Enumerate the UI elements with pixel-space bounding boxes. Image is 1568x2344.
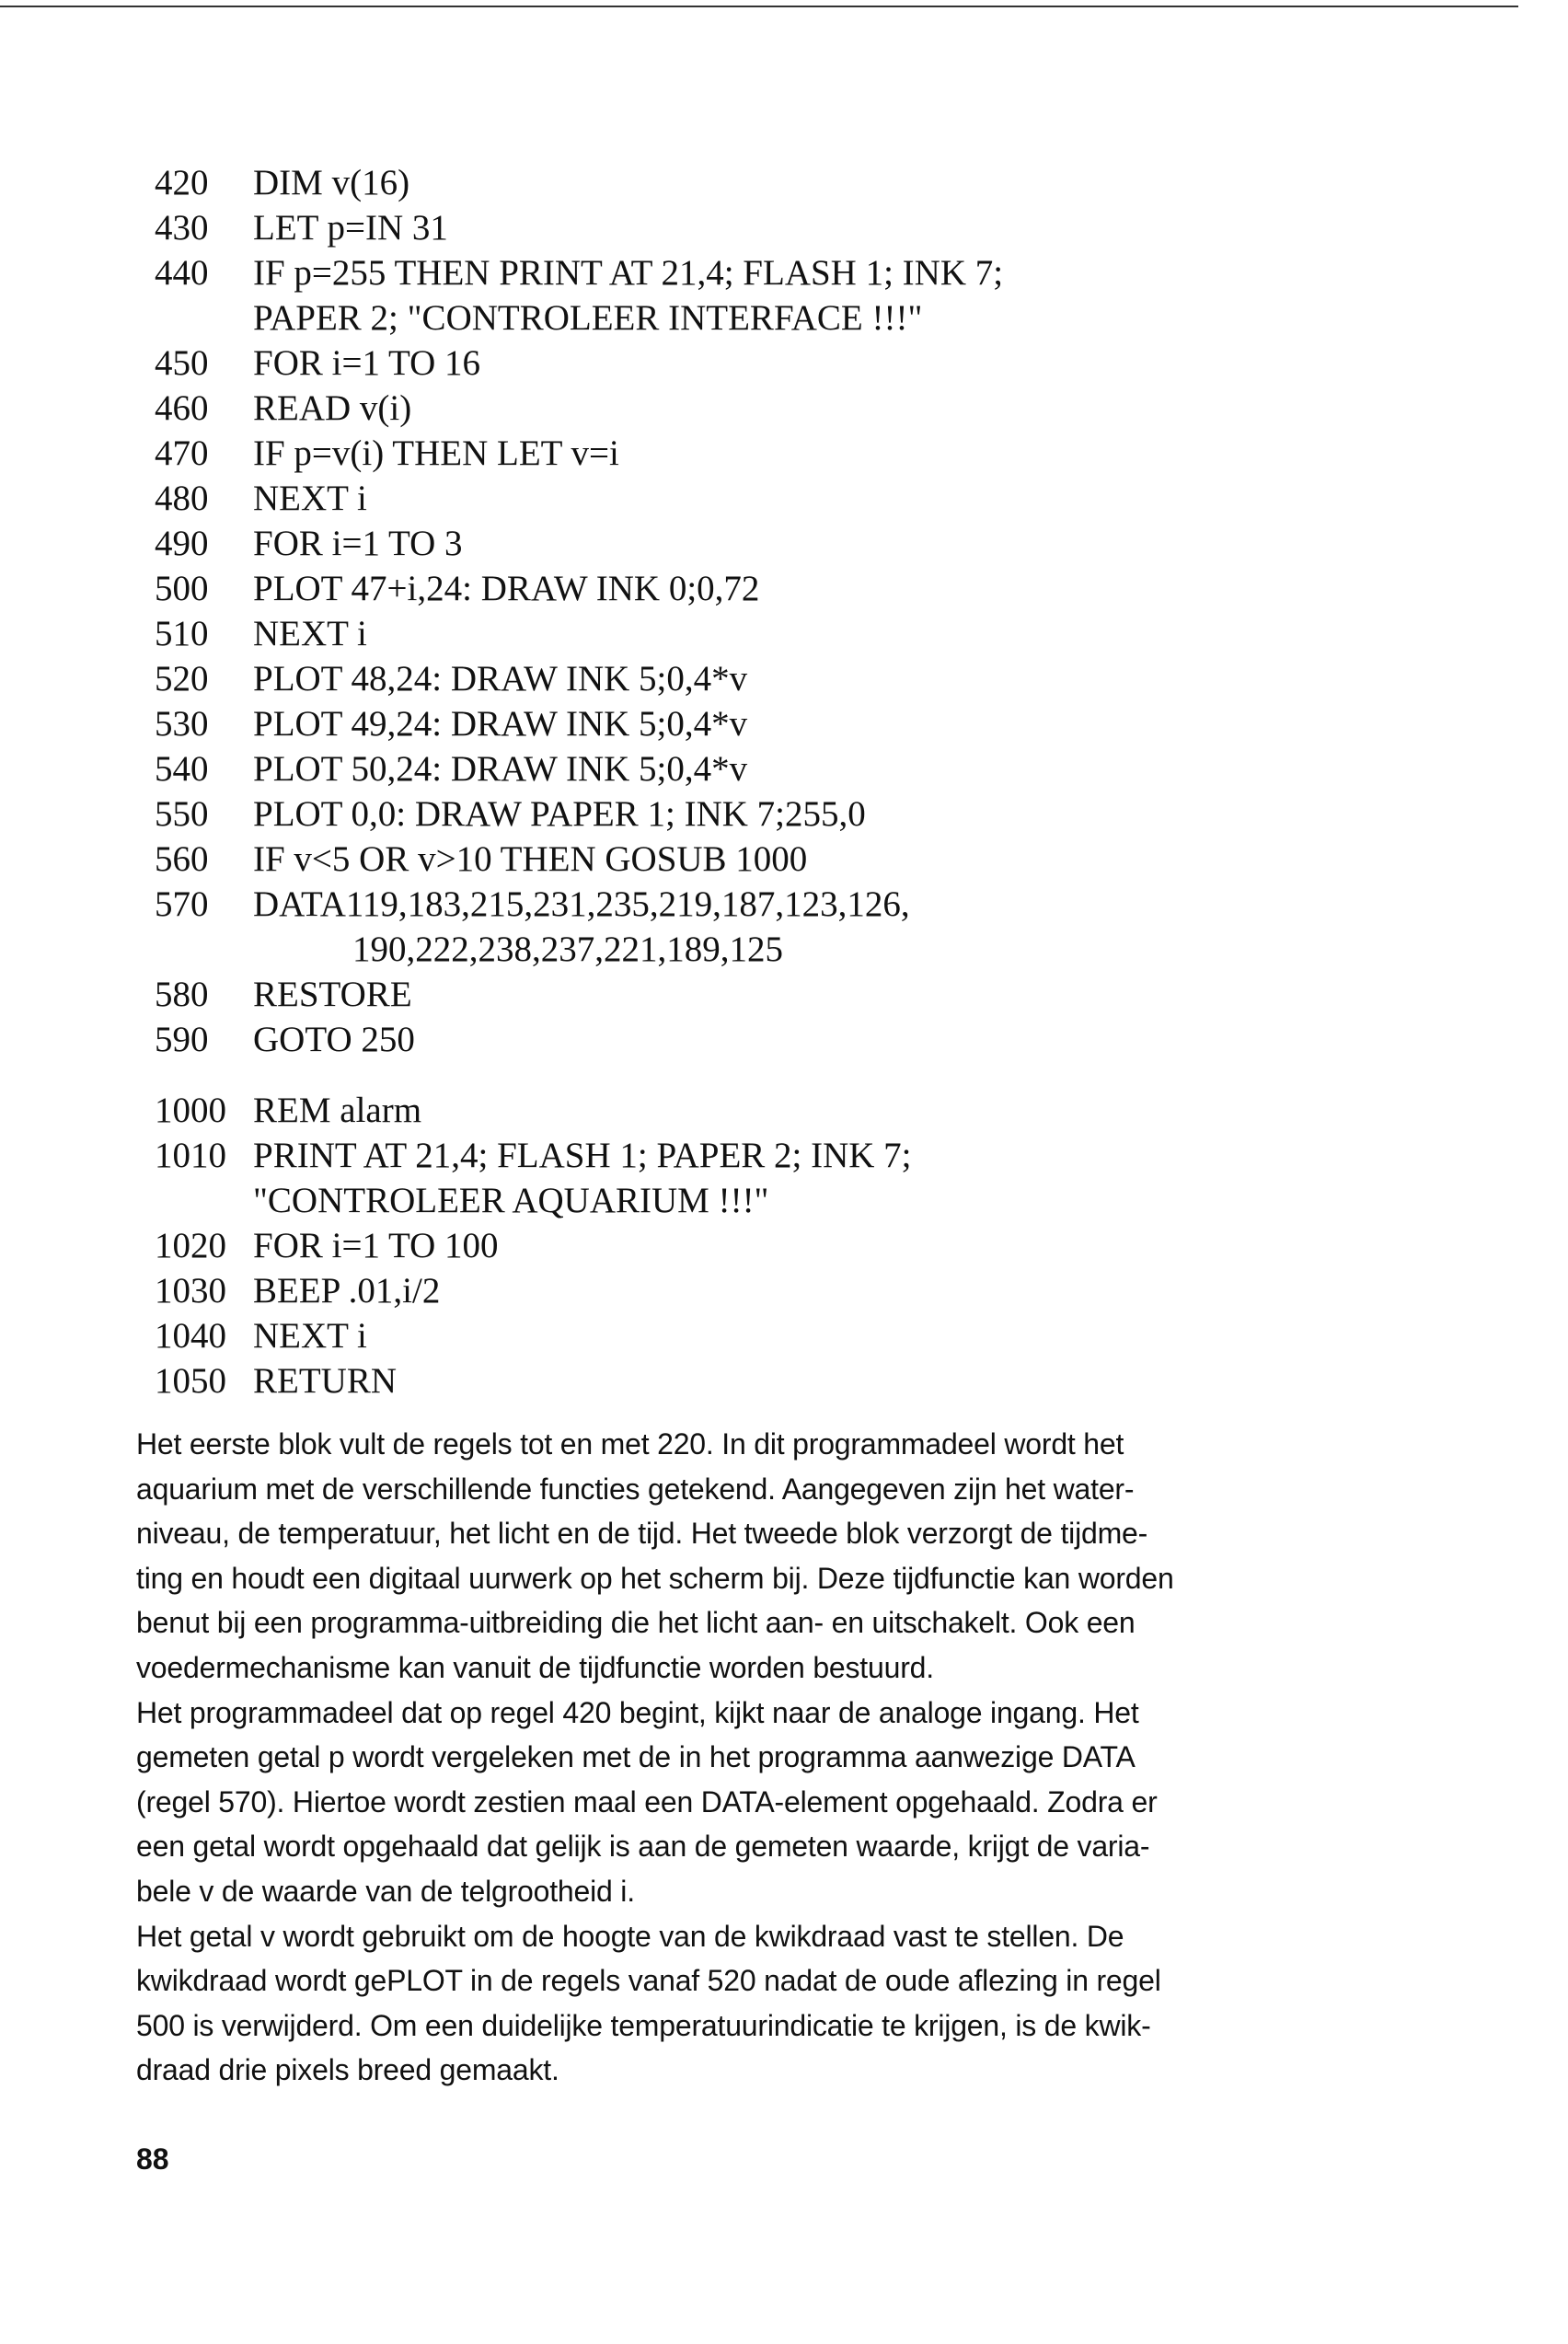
line-number: 550 xyxy=(155,794,209,834)
text-line: Het getal v wordt gebruikt om de hoogte van de kwikdraad vast te stellen. De xyxy=(136,1919,1124,1953)
statement: REM alarm xyxy=(253,1091,422,1130)
code-continuation-line xyxy=(155,1178,1397,1223)
line-number: 460 xyxy=(155,388,209,428)
code-line xyxy=(155,250,1397,295)
listing-gap xyxy=(155,1062,1397,1088)
line-number: 480 xyxy=(155,479,209,518)
line-number: 450 xyxy=(155,343,209,383)
text-line: benut bij een programma-uitbreiding die het licht aan- en uitschakelt. Ook een xyxy=(136,1606,1136,1640)
text-line: kwikdraad wordt gePLOT in de regels vanaf 520 nadat de oude aflezing in regel xyxy=(136,1964,1161,1998)
line-number: 570 xyxy=(155,884,209,924)
statement: READ v(i) xyxy=(253,388,412,428)
listing-block-alarm xyxy=(155,1088,1397,1403)
code-line xyxy=(155,1133,1397,1178)
line-number: 590 xyxy=(155,1020,209,1059)
statement: IF p=255 THEN PRINT AT 21,4; FLASH 1; INK 7; xyxy=(253,253,1004,293)
line-number xyxy=(155,295,253,341)
line-number: 520 xyxy=(155,659,209,699)
code-line xyxy=(155,386,1397,431)
text-line: draad drie pixels breed gemaakt. xyxy=(136,2053,559,2087)
statement: LET p=IN 31 xyxy=(253,208,448,248)
statement: NEXT i xyxy=(253,614,367,653)
statement: "CONTROLEER AQUARIUM !!!" xyxy=(253,1181,769,1220)
statement: PLOT 47+i,24: DRAW INK 0;0,72 xyxy=(253,569,760,608)
line-number: 1020 xyxy=(155,1226,226,1265)
statement: 190,222,238,237,221,189,125 xyxy=(352,930,783,969)
line-number: 540 xyxy=(155,749,209,789)
statement: DATA119,183,215,231,235,219,187,123,126, xyxy=(253,884,910,924)
code-line xyxy=(155,882,1397,927)
statement: PRINT AT 21,4; FLASH 1; PAPER 2; INK 7; xyxy=(253,1136,912,1175)
line-number: 530 xyxy=(155,704,209,744)
text-line: ting en houdt een digitaal uurwerk op het scherm bij. Deze tijdfunctie kan worden xyxy=(136,1561,1174,1595)
line-number: 1040 xyxy=(155,1316,226,1356)
code-line xyxy=(155,1223,1397,1268)
code-line xyxy=(155,521,1397,566)
basic-program-listing xyxy=(155,160,1397,1403)
statement: PAPER 2; "CONTROLEER INTERFACE !!!" xyxy=(253,298,923,338)
line-number: 500 xyxy=(155,569,209,608)
line-number: 440 xyxy=(155,253,209,293)
line-number: 1010 xyxy=(155,1136,226,1175)
code-line xyxy=(155,656,1397,701)
statement: RESTORE xyxy=(253,975,412,1014)
statement: NEXT i xyxy=(253,1316,367,1356)
statement: PLOT 49,24: DRAW INK 5;0,4*v xyxy=(253,704,748,744)
code-continuation-line xyxy=(155,927,1397,972)
text-line: (regel 570). Hiertoe wordt zestien maal een DATA-element opgehaald. Zodra er xyxy=(136,1784,1158,1819)
code-line xyxy=(155,431,1397,476)
code-line xyxy=(155,972,1397,1017)
statement: FOR i=1 TO 100 xyxy=(253,1226,499,1265)
page-number: 88 xyxy=(136,2142,169,2176)
statement: BEEP .01,i/2 xyxy=(253,1271,441,1311)
statement: GOTO 250 xyxy=(253,1020,415,1059)
line-number: 580 xyxy=(155,975,209,1014)
statement: PLOT 50,24: DRAW INK 5;0,4*v xyxy=(253,749,748,789)
code-line xyxy=(155,1358,1397,1403)
line-number: 510 xyxy=(155,614,209,653)
code-continuation-line xyxy=(155,295,1397,341)
code-line xyxy=(155,746,1397,791)
statement: FOR i=1 TO 16 xyxy=(253,343,481,383)
text-line: 500 is verwijderd. Om een duidelijke temperatuurindicatie te krijgen, is de kwik- xyxy=(136,2008,1151,2042)
text-line: niveau, de temperatuur, het licht en de tijd. Het tweede blok verzorgt de tijdme- xyxy=(136,1517,1148,1551)
code-line xyxy=(155,1017,1397,1062)
text-line: gemeten getal p wordt vergeleken met de in het programma aanwezige DATA xyxy=(136,1740,1136,1774)
line-number: 490 xyxy=(155,524,209,563)
code-line xyxy=(155,160,1397,205)
code-line xyxy=(155,611,1397,656)
statement: IF v<5 OR v>10 THEN GOSUB 1000 xyxy=(253,839,808,879)
code-line xyxy=(155,1313,1397,1358)
code-line xyxy=(155,341,1397,386)
text-line: een getal wordt opgehaald dat gelijk is aan de gemeten waarde, krijgt de varia- xyxy=(136,1830,1150,1864)
statement: PLOT 0,0: DRAW PAPER 1; INK 7;255,0 xyxy=(253,794,866,834)
statement: RETURN xyxy=(253,1361,397,1401)
line-number: 470 xyxy=(155,433,209,473)
statement: FOR i=1 TO 3 xyxy=(253,524,463,563)
line-number: 1030 xyxy=(155,1271,226,1311)
explanation-text xyxy=(136,1422,1406,2093)
text-line: bele v de waarde van de telgrootheid i. xyxy=(136,1874,635,1908)
statement: DIM v(16) xyxy=(253,163,410,202)
line-number: 1050 xyxy=(155,1361,226,1401)
code-line xyxy=(155,837,1397,882)
line-number: 430 xyxy=(155,208,209,248)
line-number: 560 xyxy=(155,839,209,879)
line-number: 1000 xyxy=(155,1091,226,1130)
statement: IF p=v(i) THEN LET v=i xyxy=(253,433,619,473)
code-line xyxy=(155,701,1397,746)
code-line xyxy=(155,1088,1397,1133)
text-line: voedermechanisme kan vanuit de tijdfunctie worden bestuurd. xyxy=(136,1650,934,1684)
line-number: 420 xyxy=(155,163,209,202)
top-rule xyxy=(0,6,1518,7)
text-line: Het eerste blok vult de regels tot en met 220. In dit programmadeel wordt het xyxy=(136,1427,1124,1461)
code-line xyxy=(155,476,1397,521)
code-line xyxy=(155,566,1397,611)
line-number xyxy=(155,927,352,972)
text-line: Het programmadeel dat op regel 420 begint, kijkt naar de analoge ingang. Het xyxy=(136,1695,1139,1729)
statement: PLOT 48,24: DRAW INK 5;0,4*v xyxy=(253,659,748,699)
code-line xyxy=(155,791,1397,837)
line-number xyxy=(155,1178,253,1223)
code-line xyxy=(155,1268,1397,1313)
text-line: aquarium met de verschillende functies getekend. Aangegeven zijn het water- xyxy=(136,1472,1135,1506)
statement: NEXT i xyxy=(253,479,367,518)
code-line xyxy=(155,205,1397,250)
listing-block-main xyxy=(155,160,1397,1062)
